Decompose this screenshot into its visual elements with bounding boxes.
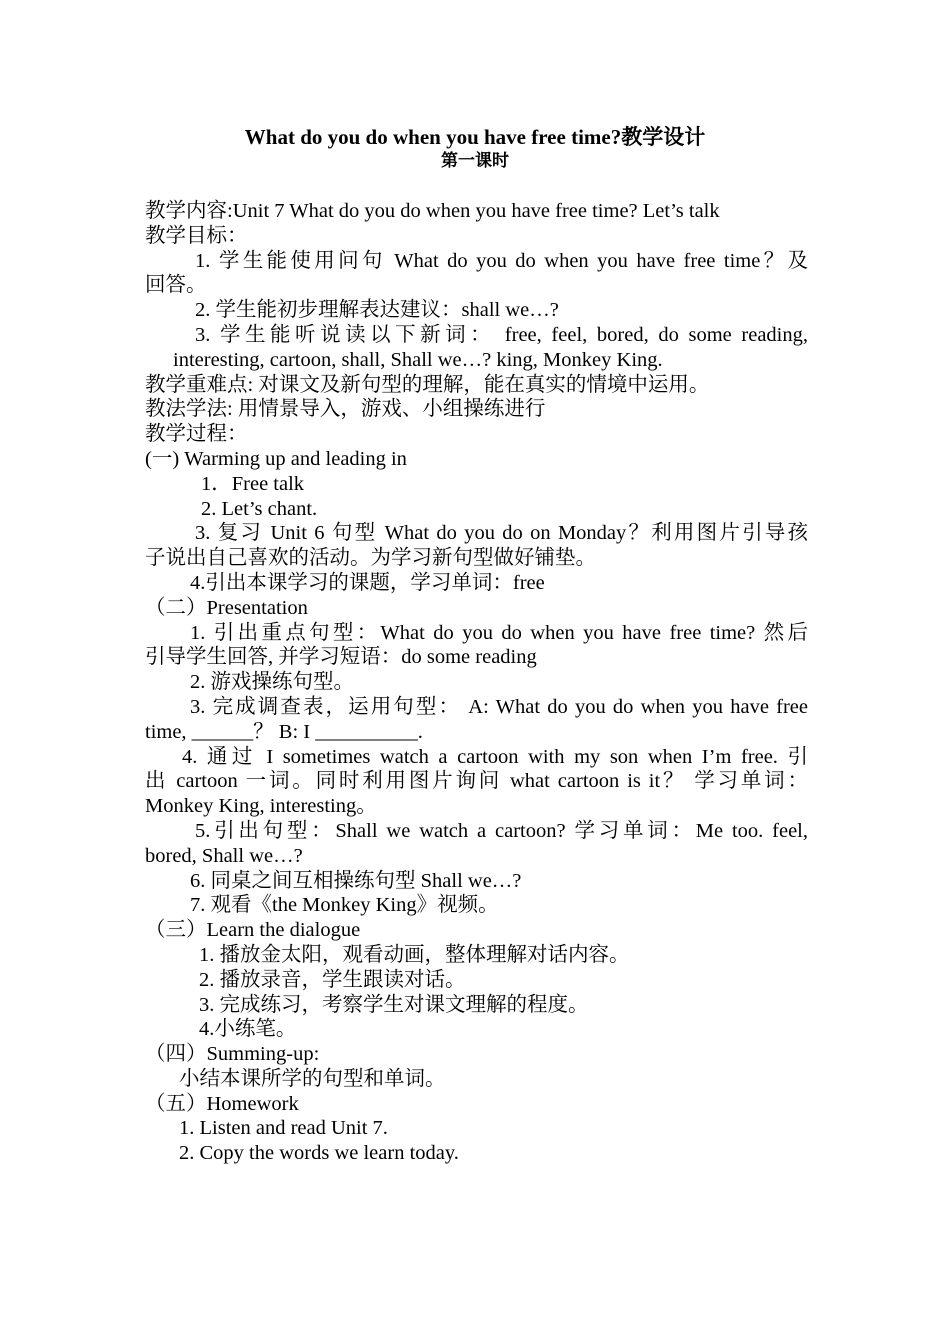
goal-3-line-2: interesting, cartoon, shall, Shall we…? king, Monkey King. [173, 348, 663, 371]
section-5-heading: （五）Homework [145, 1092, 299, 1115]
step-2-5-line-1: 5.引出句型：Shall we watch a cartoon? 学习单词：Me too. feel, [195, 819, 808, 842]
step-2-3-line-1: 3. 完成调查表，运用句型： A: What do you do when you have free [190, 695, 808, 718]
teaching-goals-heading: 教学目标： [145, 224, 248, 247]
step-2-2: 2. 游戏操练句型。 [190, 671, 354, 694]
step-2-7: 7. 观看《the Monkey King》视频。 [190, 894, 499, 917]
key-points-line: 教学重难点: 对课文及新句型的理解，能在真实的情境中运用。 [145, 373, 710, 396]
step-2-5-line-2: bored, Shall we…? [145, 844, 303, 867]
goal-1-line-1: 1. 学生能使用问句 What do you do when you have free time？及 [195, 249, 808, 272]
lesson-subtitle: 第一课时 [441, 151, 509, 170]
step-2-4-line-2: 出 cartoon 一词。同时利用图片询问 what cartoon is it？ 学习单词： [145, 770, 808, 793]
goal-2-line: 2. 学生能初步理解表达建议：shall we…? [195, 299, 559, 322]
goal-3-line-1: 3. 学生能听说读以下新词： free, feel, bored, do some reading, [195, 323, 808, 346]
teaching-process-heading: 教学过程： [145, 423, 248, 446]
document-title: What do you do when you have free time?教学设计 [244, 125, 706, 149]
goal-1-line-2: 回答。 [145, 274, 207, 297]
step-3-2: 2. 播放录音，学生跟读对话。 [199, 968, 466, 991]
step-1-1: 1．Free talk [201, 472, 305, 495]
section-4-heading: （四）Summing-up: [145, 1043, 320, 1066]
teaching-method-line: 教法学法: 用情景导入，游戏、小组操练进行 [145, 398, 546, 421]
step-2-1-line-1: 1. 引出重点句型：What do you do when you have free time? 然后 [190, 621, 808, 644]
summary-line: 小结本课所学的句型和单词。 [179, 1067, 446, 1090]
step-3-3: 3. 完成练习，考察学生对课文理解的程度。 [199, 993, 589, 1016]
step-1-3-line-1: 3. 复习 Unit 6 句型 What do you do on Monday？利用图片引导孩 [195, 522, 808, 545]
step-1-4: 4.引出本课学习的课题，学习单词：free [190, 571, 545, 594]
step-2-4-line-3: Monkey King, interesting。 [145, 795, 377, 818]
step-2-4-line-1: 4. 通过 I sometimes watch a cartoon with my son when I’m free. 引 [182, 745, 808, 768]
step-2-1-line-2: 引导学生回答, 并学习短语：do some reading [145, 646, 537, 669]
section-2-heading: （二）Presentation [145, 596, 308, 619]
step-2-3-line-2: time, ______？ B: I __________. [145, 720, 423, 743]
section-1-heading: (一) Warming up and leading in [145, 447, 407, 470]
lesson-plan-body [145, 199, 808, 1166]
step-3-1: 1. 播放金太阳，观看动画，整体理解对话内容。 [199, 943, 630, 966]
step-1-3-line-2: 子说出自己喜欢的活动。为学习新句型做好铺垫。 [145, 547, 596, 570]
homework-2: 2. Copy the words we learn today. [179, 1142, 459, 1165]
teaching-content-line: 教学内容:Unit 7 What do you do when you have free time? Let’s talk [145, 200, 720, 222]
homework-1: 1. Listen and read Unit 7. [179, 1117, 388, 1140]
section-3-heading: （三）Learn the dialogue [145, 919, 361, 942]
step-1-2: 2. Let’s chant. [201, 497, 318, 520]
step-2-6: 6. 同桌之间互相操练句型 Shall we…? [190, 869, 522, 892]
step-3-4: 4.小练笔。 [199, 1018, 297, 1041]
